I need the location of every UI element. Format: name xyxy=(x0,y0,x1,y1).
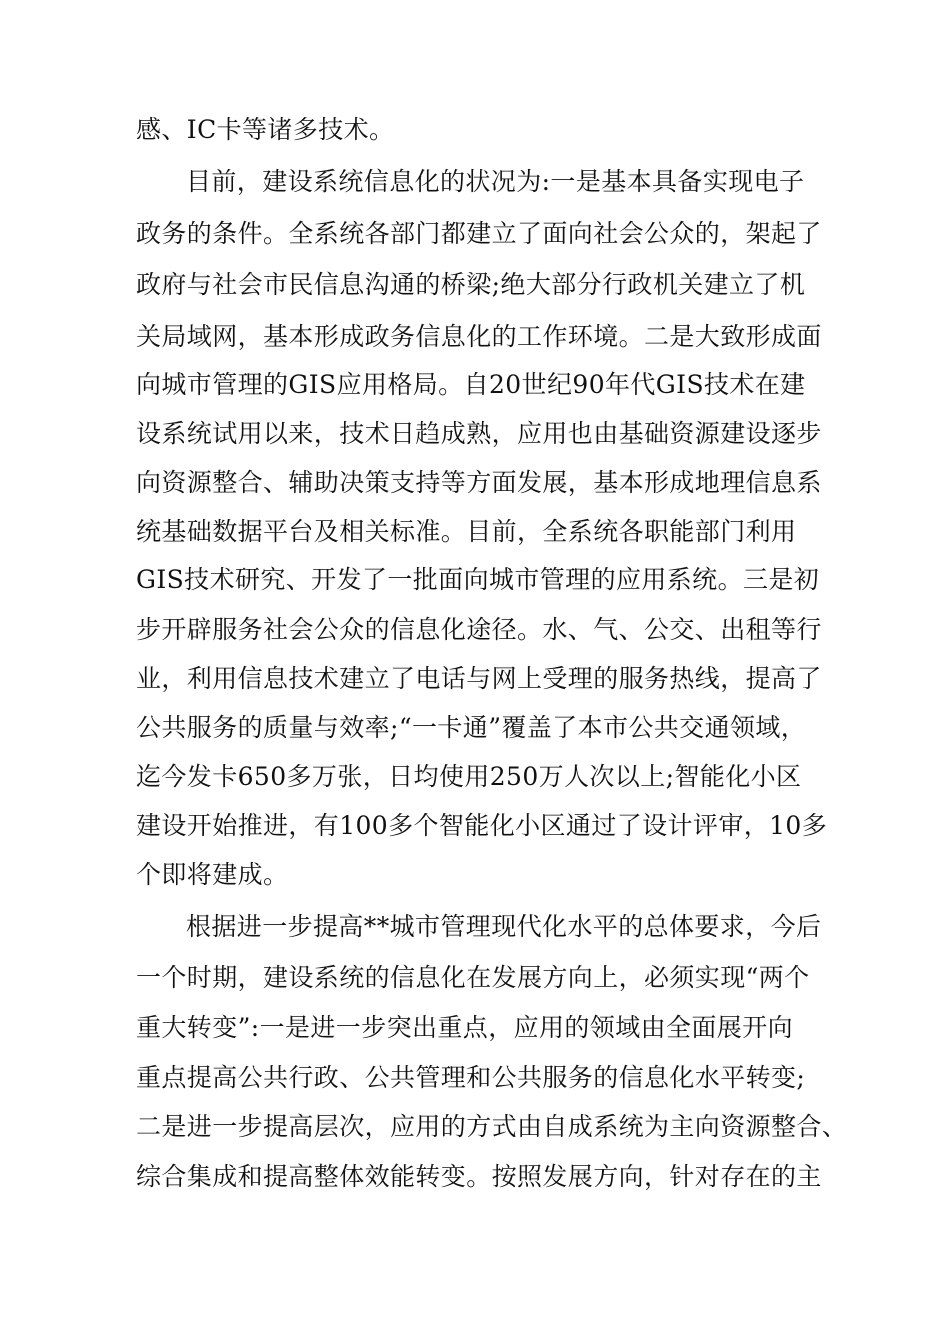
text-line: 政府与社会市民信息沟通的桥梁;绝大部分行政机关建立了机 xyxy=(136,270,806,299)
text-line: 感、IC卡等诸多技术。 xyxy=(136,115,395,144)
text-line: 根据进一步提高**城市管理现代化水平的总体要求，今后 xyxy=(186,912,822,941)
text-line: 个即将建成。 xyxy=(136,860,289,889)
text-line: 重大转变”:一是进一步突出重点，应用的领域由全面展开向 xyxy=(136,1013,794,1042)
text-line: 向资源整合、辅助决策支持等方面发展，基本形成地理信息系 xyxy=(136,468,822,497)
text-line: 迄今发卡650多万张，日均使用250万人次以上;智能化小区 xyxy=(136,762,802,791)
text-line: 目前，建设系统信息化的状况为:一是基本具备实现电子 xyxy=(186,167,805,196)
text-line: 设系统试用以来，技术日趋成熟，应用也由基础资源建设逐步 xyxy=(136,419,822,448)
text-line: 公共服务的质量与效率;“一卡通”覆盖了本市公共交通领域， xyxy=(136,713,807,742)
text-line: GIS技术研究、开发了一批面向城市管理的应用系统。三是初 xyxy=(136,565,820,594)
text-line: 建设开始推进，有100多个智能化小区通过了设计评审，10多 xyxy=(136,811,828,840)
text-line: 关局域网，基本形成政务信息化的工作环境。二是大致形成面 xyxy=(136,322,822,351)
text-line: 二是进一步提高层次，应用的方式由自成系统为主向资源整合、 xyxy=(136,1112,848,1141)
text-line: 统基础数据平台及相关标准。目前，全系统各职能部门利用 xyxy=(136,517,797,546)
text-line: 政务的条件。全系统各部门都建立了面向社会公众的，架起了 xyxy=(136,219,822,248)
text-line: 向城市管理的GIS应用格局。自20世纪90年代GIS技术在建 xyxy=(136,370,806,399)
text-line: 综合集成和提高整体效能转变。按照发展方向，针对存在的主 xyxy=(136,1162,822,1191)
text-line: 业，利用信息技术建立了电话与网上受理的服务热线，提高了 xyxy=(136,664,822,693)
text-line: 一个时期，建设系统的信息化在发展方向上，必须实现“两个 xyxy=(136,963,810,992)
text-line: 重点提高公共行政、公共管理和公共服务的信息化水平转变; xyxy=(136,1063,806,1092)
text-line: 步开辟服务社会公众的信息化途径。水、气、公交、出租等行 xyxy=(136,615,822,644)
